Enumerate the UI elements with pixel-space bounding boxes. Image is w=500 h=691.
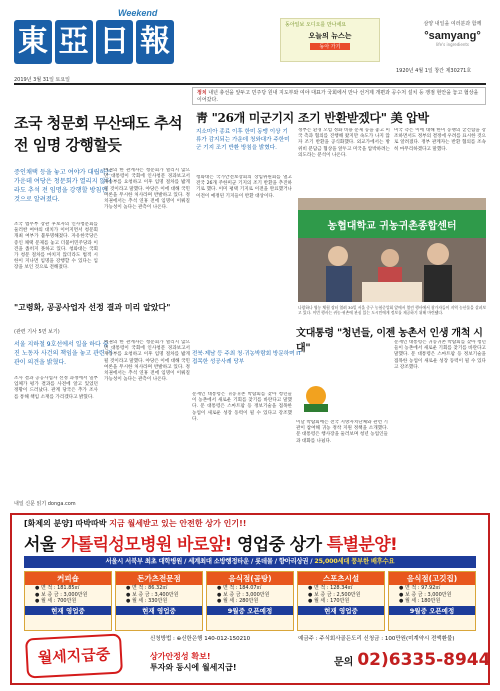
card-row: ● 보 증 금 : 3,000만원 (217, 591, 270, 598)
samyang-brand: °samyang° (424, 30, 481, 42)
card-row: ● 면 적 : 181.85㎡ (35, 585, 80, 591)
card-status: 현재 영업중 (298, 606, 384, 615)
logo-char-4: 報 (136, 20, 174, 64)
photo-illustration (298, 198, 486, 302)
promo-kicker: 동아일보 오디오를 만나세요 (285, 22, 347, 28)
card-row: ● 월 세 : 330만원 (126, 598, 168, 604)
ad-headline-d: 특별분양! (326, 535, 398, 555)
photo-sign-text: 농협대학교 귀농귀촌종합센터 (327, 221, 457, 232)
farm-headline[interactable]: 文대통령 "청년들, 이젠 농촌서 인생 개척 시대" (296, 328, 483, 354)
photo-caption: 나랑하나 영농 체험 장터 열려 30일 서울 중구 농협중앙회 앞에서 열린 행사에서 참가자들이 지역 농산물을 살펴보고 있다. 이번 행사는 귀농·귀촌에 관심 있는 도시민에게 정보를 제공하기 위해 마련됐다. (298, 305, 486, 315)
us-col-2: 정부는 환경 오염 정화 비용 문제 등을 놓고 미국 측과 협의를 진행해 왔지만 속도가 나지 않자 조기 반환을 공식화했다. 외교가에서는 방위비 분담금 협상을 앞두고 미국을 압박하려는 의도라는 분석이 나온다. (298, 128, 390, 158)
ad-cards (24, 571, 476, 631)
card-row: ● 월 세 : 700만원 (35, 598, 77, 604)
card-title: 음식점(고깃집) (389, 572, 475, 585)
ad-top-prefix: [화제의 분양] 따박따박 (24, 519, 110, 528)
ad-strip-c: 롯데몰 (255, 558, 273, 565)
issue-line: 1920년 4월 1일 창간 제30271호 (396, 68, 472, 74)
ad-sub-line-2: 투자와 동시에 월세지급! (150, 663, 237, 672)
card-row: ● 보 증 금 : 3,000만원 (35, 591, 88, 598)
card-row: ● 보 증 금 : 2,500만원 (308, 591, 361, 598)
us-headline[interactable]: 靑 "26개 미군기지 조기 반환받겠다" 美 압박 (196, 111, 429, 125)
ad-strip-d: 향아리상권 (278, 558, 309, 565)
card-row: ● 월 세 : 170만원 (308, 598, 350, 604)
logo-char-1: 東 (14, 20, 52, 64)
ad-card-gomtang[interactable] (206, 571, 294, 631)
us-deck: 지소미아 종료 이후 한미 동맹 이상 기류가 감지되는 가운데 청와대가 주한미군 기지 조기 반환 방침을 밝혔다. (196, 129, 290, 151)
main-headline[interactable]: 조국 청문회 무산돼도 추석전 임명 강행할듯 (14, 114, 183, 154)
weekend-label: Weekend (118, 8, 158, 18)
top-news-bar[interactable] (192, 87, 486, 105)
main-deck: 증인채택 등을 놓고 여야가 대립하는 가운데 여당은 청문회가 열리지 않더라도 추석 전 임명을 강행할 방침인 것으로 알려졌다. (14, 169, 112, 203)
card-row: ● 보 증 금 : 3,000만원 (399, 591, 452, 598)
logo-char-3: 日 (96, 20, 134, 64)
news-photo[interactable] (298, 198, 486, 302)
quote-col-2: 여권의 한 관계자는 청문회가 열리지 않으면 대통령이 국회에 인사청문 경과보고서 재송부를 요청하고 이후 임명 절차를 밟게 될 것이라고 말했다. 야당은 이에 대해 국민 여론을 무시한 처사라며 반발하고 있다. 정치권에서는 추석 연휴 전에 임명이 이뤄질 가능성이 높다는 관측이 나온다. (104, 340, 190, 383)
main-col-1: 조국 법무부 장관 후보자의 인사청문회를 둘러싼 여야의 대치가 이어지면서 청문회 개최 여부가 불투명해졌다. 자유한국당은 증인 채택 문제를 놓고 더불어민주당과 이견을 좁히지 못하고 있다. 청와대는 국회가 청문 절차를 마치지 않더라도 법적 시한이 지나면 임명을 강행할 수 있다는 입장을 보인 것으로 전해졌다. (14, 222, 98, 271)
quote-deck: (관련 기사 5면 보기) (14, 329, 60, 335)
ad-card-coffee[interactable] (24, 571, 112, 631)
ad-phone-label: 문의 (334, 657, 354, 668)
card-row: ● 면 적 : 86.32㎡ (126, 585, 168, 591)
quote-headline[interactable]: "고령화, 공공사업자 선정 결과 미리 알았다" (14, 302, 171, 312)
main-byline[interactable]: 내일 신문 읽기 donga.com (14, 501, 76, 507)
samyang-sub: life's ingredients (435, 42, 470, 47)
farm-col-3: 문재인 대통령은 귀농귀촌 박람회를 찾아 청년들이 농촌에서 새로운 기회를 찾기를 바란다고 말했다. 문 대통령은 스마트팜 등 정보기술을 접목한 농업이 새로운 성장 동력이 될 수 있다고 강조했다. (394, 340, 486, 370)
us-col-1: 청와대는 국가안전보장회의 상임위원회를 열고 전국 26개 주한미군 기지의 조기 반환을 추진하기로 했다. 이미 평택 기지로 이전을 완료했거나 이전이 예정된 기지들이 반환 대상이다. (196, 175, 292, 199)
ad-feature-strip: 서울시 서북부 최초 대학병원 / 세계최대 소방행정타운 / 롯데몰 / 향아리상권 / 25,000세대 풍부한 배후수요 (24, 556, 476, 568)
logo-char-2: 亞 (55, 20, 93, 64)
card-row: ● 면 적 : 128.34㎡ (308, 585, 353, 591)
promo-cta-button[interactable]: 동아 가기 (310, 43, 350, 50)
us-col-3: 미국 측은 이에 대해 한미 동맹의 굳건함을 강조하면서도 정부의 결정에 우려를 표시한 것으로 알려졌다. 정부 관계자는 반환 협의를 조속히 마무리하겠다고 말했다. (394, 128, 486, 152)
promo-box[interactable] (280, 18, 380, 62)
ad-phone-number: 02)6335-8944 (357, 650, 491, 670)
ad-strip-b: 세계최대 소방행정타운 (188, 558, 250, 565)
card-row: ● 면 적 : 97.92㎡ (399, 585, 441, 591)
card-status: 현재 영업중 (25, 606, 111, 615)
ad-strip-e: 25,000세대 풍부한 배후수요 (314, 558, 395, 565)
card-row: ● 월 세 : 280만원 (217, 598, 259, 604)
ad-headline-c: 영업중 상가 (231, 535, 327, 555)
card-status: 현재 영업중 (116, 606, 202, 615)
ad-sub-line-1: 상가안정성 확보! (150, 652, 211, 661)
card-row: ● 면 적 : 184.07㎡ (217, 585, 262, 591)
ad-strip-a: 서울시 서북부 최초 대학병원 (105, 558, 183, 565)
ad-card-donkatsu[interactable] (115, 571, 203, 631)
ad-phone[interactable] (334, 650, 490, 670)
dateline: 2019년 3월 31일 토요일 (14, 77, 71, 83)
ad-headline (24, 530, 397, 555)
samyang-ad[interactable] (410, 20, 495, 60)
ad-top-line (24, 518, 246, 529)
card-title: 음식점(곰탕) (207, 572, 293, 585)
farm-deck: 전북·제남 등 주최 청·귀농박람회 방문하며 IT 접목한 성공사례 당부 (192, 351, 302, 365)
quote-col-1: 조사 결과 공공사업자 선정 과정에서 일부 업체가 평가 결과를 사전에 알고 있었던 정황이 드러났다. 관계 당국은 추가 조사를 통해 책임 소재를 가리겠다고 밝혔다. (14, 376, 98, 400)
card-status: 9월중 오픈예정 (207, 606, 293, 615)
card-row: ● 보 증 금 : 3,400만원 (126, 591, 179, 598)
promo-main-text: 오늘의 뉴스는 (308, 32, 352, 40)
samyang-tagline: 삼양 내일을 여러분과 함께 (423, 21, 482, 27)
monthly-rent-stamp: 월세지급중 (25, 634, 123, 679)
top-bar-lead: 정치 (197, 90, 207, 96)
ad-card-sports[interactable] (297, 571, 385, 631)
newspaper-logo[interactable] (14, 20, 174, 70)
masthead-rule (14, 83, 486, 85)
top-bar-text: 내년 총선을 앞두고 민주당 원내 지도부와 여야 대표가 국회에서 만나 선거제 개편과 공수처 설치 등 쟁점 현안을 놓고 협상을 이어갔다. (197, 90, 479, 103)
farm-col-2: 이날 박람회에는 전국 지방자치단체와 관련 기관이 참여해 귀농 정착 지원 정책을 소개했다. 문 대통령은 행사장을 둘러보며 청년 농업인들과 대화를 나눴다. (296, 420, 388, 444)
ad-bank-info: 신청방법 : ⊕신한은행 140-012-150210 (150, 636, 251, 642)
card-title: 돈가츠전문점 (116, 572, 202, 585)
farm-col-1: 문재인 대통령은 귀농귀촌 박람회를 찾아 청년들이 농촌에서 새로운 기회를 찾기를 바란다고 말했다. 문 대통령은 스마트팜 등 정보기술을 접목한 농업이 새로운 성장 동력이 될 수 있다고 강조했다. (192, 392, 292, 422)
ad-headline-b: 가톨릭성모병원 바로앞! (60, 535, 232, 555)
main-col-2: 여권의 한 관계자는 청문회가 열리지 않으면 대통령이 국회에 인사청문 경과보고서 재송부를 요청하고 이후 임명 절차를 밟게 될 것이라고 말했다. 야당은 이에 대해 국민 여론을 무시한 처사라며 반발하고 있다. 정치권에서는 추석 연휴 전에 임명이 이뤄질 가능성이 높다는 관측이 나온다. (104, 168, 190, 211)
card-title: 스포츠시설 (298, 572, 384, 585)
ad-headline-a: 서울 (24, 535, 61, 555)
card-row: ● 월 세 : 180만원 (399, 598, 441, 604)
ad-sub-copy (150, 651, 237, 673)
quote-subdeck: 서울 지하철 9호선에서 일을 하다 숨진 노동자 사건의 책임을 놓고 관련 기관이 의견을 밝혔다. (14, 341, 113, 366)
ad-top-highlight: 지금 월세받고 있는 안전한 상가 인기!! (109, 519, 247, 528)
event-logo-icon (296, 384, 336, 414)
ad-card-bbq[interactable] (388, 571, 476, 631)
card-status: 9월중 오픈예정 (389, 606, 475, 615)
card-title: 커피숍 (25, 572, 111, 585)
ad-deposit-note: 예금주 : 주식회사골든도리 신청금 : 100만원(미계약시 전액환불) (298, 636, 455, 642)
